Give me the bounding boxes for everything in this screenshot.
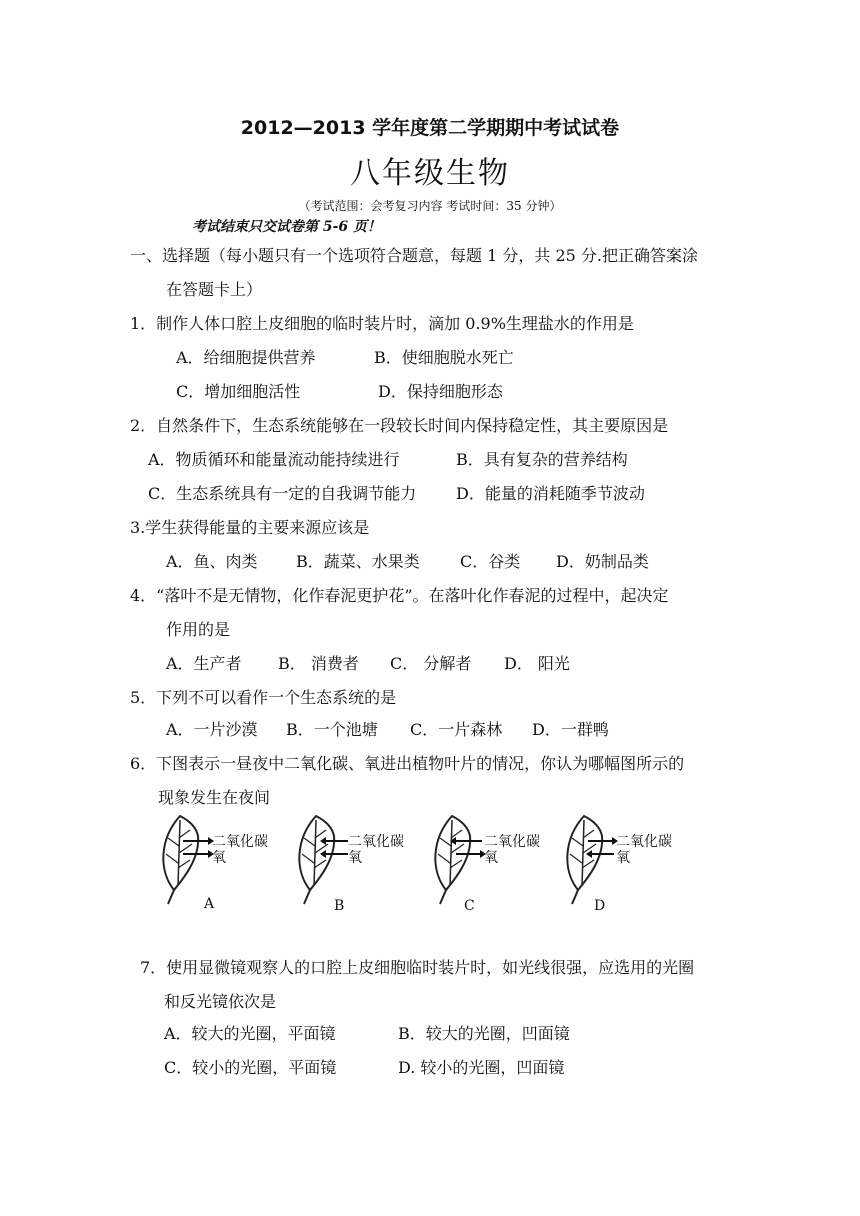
exam-title: 2012—2013 学年度第二学期期中考试试卷 <box>240 117 620 139</box>
figure-panel-c-co2-label: 二氧化碳 <box>484 834 540 850</box>
question-6-stem-cont: 现象发生在夜间 <box>158 788 271 807</box>
question-3-option-d: D．奶制品类 <box>556 552 649 571</box>
leaf-d-icon <box>554 808 674 918</box>
figure-panel-b <box>286 808 406 918</box>
leaf-c-icon <box>422 808 542 918</box>
question-7-option-a: A．较大的光圈，平面镜 <box>164 1024 336 1043</box>
leaf-gas-exchange-figure <box>150 808 690 926</box>
exam-scope: （考试范围：会考复习内容 考试时间：35 分钟） <box>298 199 562 213</box>
question-7-option-b: B．较大的光圈，凹面镜 <box>398 1024 570 1043</box>
figure-panel-a-label: A <box>204 896 215 912</box>
question-1-option-d: D．保持细胞形态 <box>378 382 503 401</box>
figure-panel-d-label: D <box>594 898 606 914</box>
question-7-stem: 7．使用显微镜观察人的口腔上皮细胞临时装片时，如光线很强，应选用的光圈 <box>140 958 695 977</box>
question-2-option-c: C．生态系统具有一定的自我调节能力 <box>148 484 417 503</box>
question-2-option-b: B．具有复杂的营养结构 <box>456 450 628 469</box>
question-1-option-b: B．使细胞脱水死亡 <box>374 348 514 367</box>
figure-panel-b-label: B <box>334 898 345 914</box>
figure-panel-c-o2-label: 氧 <box>484 850 498 866</box>
question-5-option-c: C．一片森林 <box>410 720 503 739</box>
question-2-option-a: A．物质循环和能量流动能持续进行 <box>148 450 400 469</box>
question-7-option-d: D. 较小的光圈，凹面镜 <box>398 1058 565 1077</box>
question-3-option-a: A．鱼、肉类 <box>166 552 258 571</box>
figure-panel-b-o2-label: 氧 <box>348 850 362 866</box>
figure-panel-a <box>150 808 270 918</box>
question-1-stem: 1．制作人体口腔上皮细胞的临时装片时，滴加 0.9%生理盐水的作用是 <box>130 314 634 333</box>
question-4-option-d: D． 阳光 <box>504 654 570 673</box>
figure-panel-c <box>422 808 542 918</box>
figure-panel-a-co2-label: 二氧化碳 <box>212 834 268 850</box>
question-2-option-d: D．能量的消耗随季节波动 <box>456 484 645 503</box>
question-4-option-b: B． 消费者 <box>278 654 359 673</box>
exam-notice: 考试结束只交试卷第 5-6 页！ <box>192 219 382 235</box>
question-3-option-b: B．蔬菜、水果类 <box>296 552 420 571</box>
question-5-option-a: A．一片沙漠 <box>166 720 258 739</box>
figure-panel-c-label: C <box>464 898 475 914</box>
question-7-stem-cont: 和反光镜依次是 <box>164 992 277 1011</box>
question-4-stem: 4．“落叶不是无情物，化作春泥更护花”。在落叶化作春泥的过程中，起决定 <box>130 586 669 605</box>
figure-panel-d-co2-label: 二氧化碳 <box>616 834 672 850</box>
section-heading-cont: 在答题卡上） <box>166 280 263 299</box>
question-4-stem-cont: 作用的是 <box>166 620 231 639</box>
question-2-stem: 2．自然条件下，生态系统能够在一段较长时间内保持稳定性，其主要原因是 <box>130 416 669 435</box>
question-3-stem: 3.学生获得能量的主要来源应该是 <box>130 518 370 537</box>
exam-subtitle: 八年级生物 <box>350 156 510 191</box>
leaf-b-icon <box>286 808 406 918</box>
figure-panel-b-co2-label: 二氧化碳 <box>348 834 404 850</box>
question-6-stem: 6．下图表示一昼夜中二氧化碳、氧进出植物叶片的情况，你认为哪幅图所示的 <box>130 754 685 773</box>
question-1-option-c: C．增加细胞活性 <box>176 382 301 401</box>
section-heading: 一、选择题（每小题只有一个选项符合题意，每题 1 分，共 25 分.把正确答案涂 <box>130 246 698 265</box>
figure-panel-a-o2-label: 氧 <box>212 850 226 866</box>
question-3-option-c: C．谷类 <box>460 552 521 571</box>
question-7-option-c: C．较小的光圈，平面镜 <box>164 1058 337 1077</box>
question-1-option-a: A．给细胞提供营养 <box>176 348 316 367</box>
figure-panel-d <box>554 808 674 918</box>
question-5-option-b: B．一个池塘 <box>286 720 378 739</box>
question-5-stem: 5．下列不可以看作一个生态系统的是 <box>130 688 397 707</box>
figure-panel-d-o2-label: 氧 <box>616 850 630 866</box>
question-4-option-c: C． 分解者 <box>390 654 472 673</box>
question-4-option-a: A．生产者 <box>166 654 242 673</box>
question-5-option-d: D．一群鸭 <box>532 720 609 739</box>
